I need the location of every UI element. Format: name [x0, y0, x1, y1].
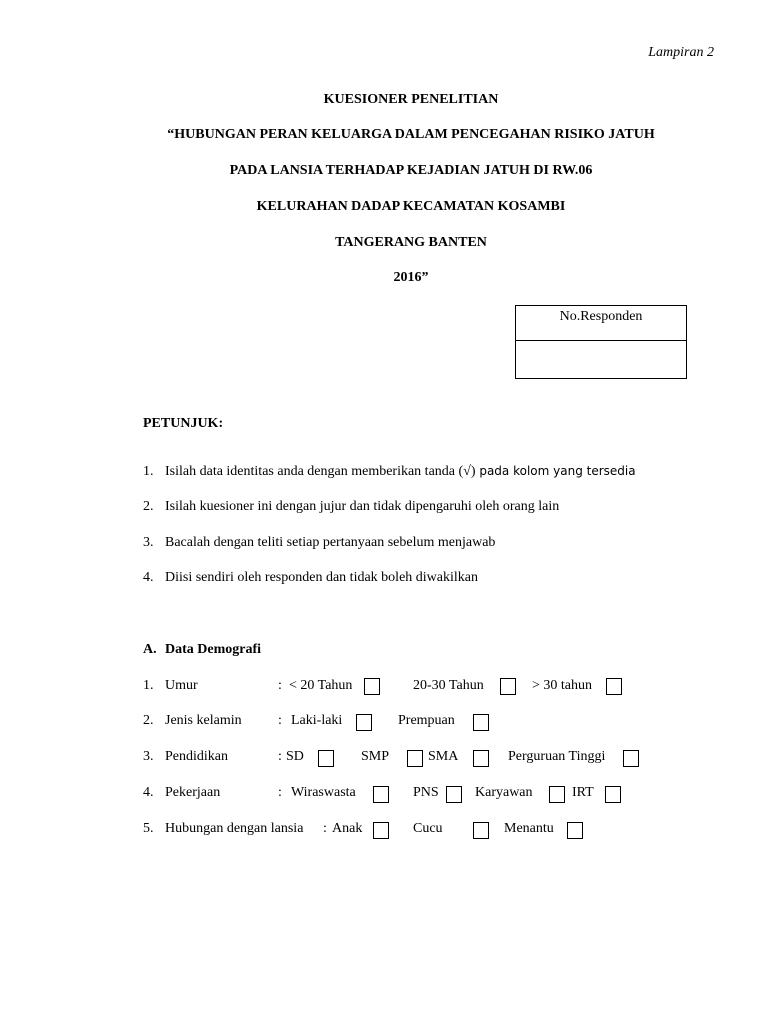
checkbox-relationship-child[interactable]: [373, 822, 389, 839]
checkbox-occupation-employee[interactable]: [549, 786, 565, 803]
respondent-number-box: [515, 305, 687, 379]
colon-separator: :: [278, 785, 282, 800]
instruction-number: 3.: [143, 535, 154, 550]
colon-separator: :: [278, 678, 282, 693]
checkbox-occupation-housewife[interactable]: [605, 786, 621, 803]
instruction-item-4: Diisi sendiri oleh responden dan tidak boleh diwakilkan: [165, 570, 478, 585]
checkbox-relationship-in-law[interactable]: [567, 822, 583, 839]
question-number: 3.: [143, 749, 154, 764]
instruction-text: Isilah data identitas anda dengan memberikan tanda (√): [165, 464, 476, 479]
checkbox-age-over-30[interactable]: [606, 678, 622, 695]
option-label-education-sd: SD: [286, 749, 304, 764]
research-title-line-2: PADA LANSIA TERHADAP KEJADIAN JATUH DI RW.06: [229, 163, 593, 178]
research-title-line-3: KELURAHAN DADAP KECAMATAN KOSAMBI: [256, 199, 566, 214]
respondent-number-label: No.Responden: [516, 306, 686, 341]
instructions-heading: PETUNJUK:: [143, 416, 224, 431]
checkbox-relationship-grandchild[interactable]: [473, 822, 489, 839]
option-label-relationship-in-law: Menantu: [504, 821, 554, 836]
option-label-relationship-child: Anak: [332, 821, 363, 836]
section-letter: A.: [143, 642, 157, 657]
research-title-line-1: “HUBUNGAN PERAN KELUARGA DALAM PENCEGAHAN RISIKO JATUH: [167, 127, 655, 142]
checkbox-gender-male[interactable]: [356, 714, 372, 731]
instruction-number: 4.: [143, 570, 154, 585]
option-label-age-under-20: < 20 Tahun: [289, 678, 353, 693]
question-label-occupation: Pekerjaan: [165, 785, 221, 800]
instruction-number: 1.: [143, 464, 154, 479]
respondent-number-field[interactable]: [516, 341, 686, 377]
option-label-education-sma: SMA: [428, 749, 459, 764]
research-title-year: 2016”: [393, 270, 429, 285]
question-label-relationship: Hubungan dengan lansia: [165, 821, 304, 836]
colon-separator: :: [323, 821, 327, 836]
question-label-education: Pendidikan: [165, 749, 228, 764]
option-label-gender-female: Prempuan: [398, 713, 455, 728]
option-label-education-smp: SMP: [361, 749, 390, 764]
research-title-line-4: TANGERANG BANTEN: [335, 235, 487, 250]
option-label-occupation-employee: Karyawan: [475, 785, 533, 800]
instruction-text-tail: pada kolom yang tersedia: [475, 464, 636, 478]
instruction-item-3: Bacalah dengan teliti setiap pertanyaan sebelum menjawab: [165, 535, 496, 550]
option-label-occupation-housewife: IRT: [572, 785, 594, 800]
question-number: 2.: [143, 713, 154, 728]
checkbox-gender-female[interactable]: [473, 714, 489, 731]
option-label-age-20-30: 20-30 Tahun: [413, 678, 484, 693]
option-label-education-university: Perguruan Tinggi: [508, 749, 606, 764]
colon-separator: :: [278, 749, 282, 764]
checkbox-occupation-entrepreneur[interactable]: [373, 786, 389, 803]
option-label-occupation-entrepreneur: Wiraswasta: [291, 785, 356, 800]
checkbox-education-university[interactable]: [623, 750, 639, 767]
question-number: 4.: [143, 785, 154, 800]
instruction-item-1: [165, 464, 636, 480]
checkbox-education-sma[interactable]: [473, 750, 489, 767]
checkbox-education-smp[interactable]: [407, 750, 423, 767]
checkbox-age-under-20[interactable]: [364, 678, 380, 695]
question-label-gender: Jenis kelamin: [165, 713, 242, 728]
attachment-label: Lampiran 2: [648, 45, 714, 60]
option-label-age-over-30: > 30 tahun: [532, 678, 592, 693]
question-label-age: Umur: [165, 678, 198, 693]
question-number: 1.: [143, 678, 154, 693]
option-label-occupation-civil-servant: PNS: [413, 785, 439, 800]
instruction-number: 2.: [143, 499, 154, 514]
section-heading-demographics: Data Demografi: [165, 642, 262, 657]
instruction-item-2: Isilah kuesioner ini dengan jujur dan tidak dipengaruhi oleh orang lain: [165, 499, 560, 514]
option-label-relationship-grandchild: Cucu: [413, 821, 443, 836]
option-label-gender-male: Laki-laki: [291, 713, 343, 728]
questionnaire-title: KUESIONER PENELITIAN: [323, 92, 499, 107]
checkbox-education-sd[interactable]: [318, 750, 334, 767]
checkbox-age-20-30[interactable]: [500, 678, 516, 695]
question-number: 5.: [143, 821, 154, 836]
colon-separator: :: [278, 713, 282, 728]
checkbox-occupation-civil-servant[interactable]: [446, 786, 462, 803]
